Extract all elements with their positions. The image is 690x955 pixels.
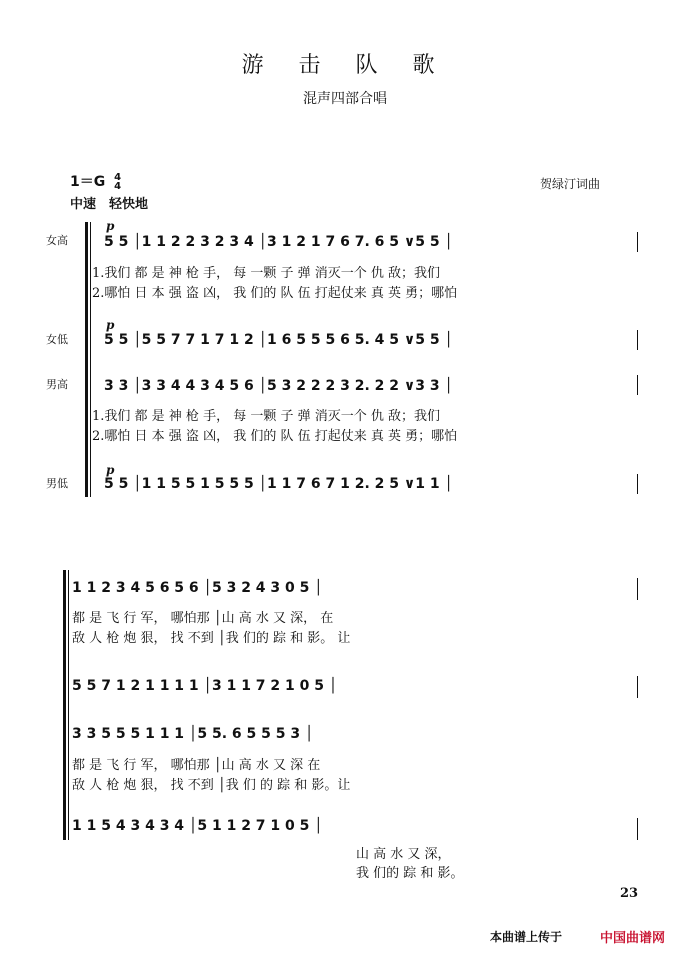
system-bar — [90, 222, 91, 497]
end-bar — [637, 818, 638, 840]
bass-lyrics-2a: 山 高 水 又 深， — [356, 847, 451, 862]
author-credit: 贺绿汀词曲 — [540, 177, 601, 191]
tenor-lyrics-1a: 1.我们 都 是 神 枪 手， 每 一颗 子 弹 消灭一个 仇 敌；我们 — [92, 409, 440, 424]
site-logo[interactable]: 中国曲谱网 — [600, 931, 666, 946]
time-sig-top: 4 — [114, 172, 122, 183]
tenor-notes-2: 3 3 5 5 5 1 1 1 │5 5. 6 5 5 5 3 │ — [72, 726, 314, 742]
system-brace — [85, 222, 88, 497]
soprano-lyrics-1b: 2.哪怕 日 本 强 盗 凶， 我 们的 队 伍 打起仗来 真 英 勇；哪怕 — [92, 286, 458, 301]
alto-notes-2: 5 5 7 1 2 1 1 1 1 │3 1 1 7 2 1 0 5 │ — [72, 678, 338, 694]
voice-label-alto: 女低 — [46, 333, 68, 346]
end-bar — [637, 474, 638, 494]
key-text: 1＝G — [70, 174, 106, 190]
end-bar — [637, 232, 638, 252]
voice-label-tenor: 男高 — [46, 378, 68, 391]
time-signature — [114, 173, 121, 191]
end-bar — [637, 330, 638, 350]
soprano-lyrics-2b: 敌 人 枪 炮 狠， 找 不到 │我 们的 踪 和 影。 让 — [72, 631, 351, 646]
system-bar — [68, 570, 69, 840]
dynamic-mark: p — [106, 463, 115, 477]
tenor-notes-1: 3 3 │3 3 4 4 3 4 5 6 │5 3 2 2 2 3 2. 2 2 ∨3 3 │ — [104, 378, 453, 394]
end-bar — [637, 375, 638, 395]
song-subtitle: 混声四部合唱 — [303, 91, 387, 107]
voice-label-bass: 男低 — [46, 477, 68, 490]
key-signature — [70, 171, 121, 191]
voice-label-soprano: 女高 — [46, 234, 68, 247]
end-bar — [637, 676, 638, 698]
song-title: 游 击 队 歌 — [241, 53, 449, 78]
tenor-lyrics-2a: 都 是 飞 行 军， 哪怕那 │山 高 水 又 深 在 — [72, 758, 321, 773]
soprano-notes-2: 1 1 2 3 4 5 6 5 6 │5 3 2 4 3 0 5 │ — [72, 580, 323, 596]
dynamic-mark: p — [106, 318, 115, 332]
footer-text: 本曲谱上传于 — [490, 930, 563, 944]
soprano-lyrics-2a: 都 是 飞 行 军， 哪怕那 │山 高 水 又 深， 在 — [72, 611, 334, 626]
soprano-notes-1: 5 5 │1 1 2 2 3 2 3 4 │3 1 2 1 7 6 7. 6 5 ∨5 5 │ — [104, 234, 453, 250]
end-bar — [637, 578, 638, 600]
tenor-lyrics-2b: 敌 人 枪 炮 狠， 找 不到 │我 们 的 踪 和 影。让 — [72, 778, 351, 793]
system-brace — [63, 570, 66, 840]
time-sig-bottom: 4 — [114, 181, 122, 192]
tempo-marking: 中速 轻快地 — [70, 197, 149, 212]
bass-lyrics-2b: 我 们的 踪 和 影。 — [356, 866, 464, 881]
alto-notes-1: 5 5 │5 5 7 7 1 7 1 2 │1 6 5 5 5 6 5. 4 5 ∨5 5 │ — [104, 332, 453, 348]
dynamic-mark: p — [106, 219, 115, 233]
soprano-lyrics-1a: 1.我们 都 是 神 枪 手， 每 一颗 子 弹 消灭一个 仇 敌；我们 — [92, 266, 440, 281]
tenor-lyrics-1b: 2.哪怕 日 本 强 盗 凶， 我 们的 队 伍 打起仗来 真 英 勇；哪怕 — [92, 429, 458, 444]
bass-notes-2: 1 1 5 4 3 4 3 4 │5 1 1 2 7 1 0 5 │ — [72, 818, 323, 834]
bass-notes-1: 5 5 │1 1 5 5 1 5 5 5 │1 1 7 6 7 1 2. 2 5 ∨1 1 │ — [104, 476, 453, 492]
page-number: 23 — [620, 886, 639, 901]
